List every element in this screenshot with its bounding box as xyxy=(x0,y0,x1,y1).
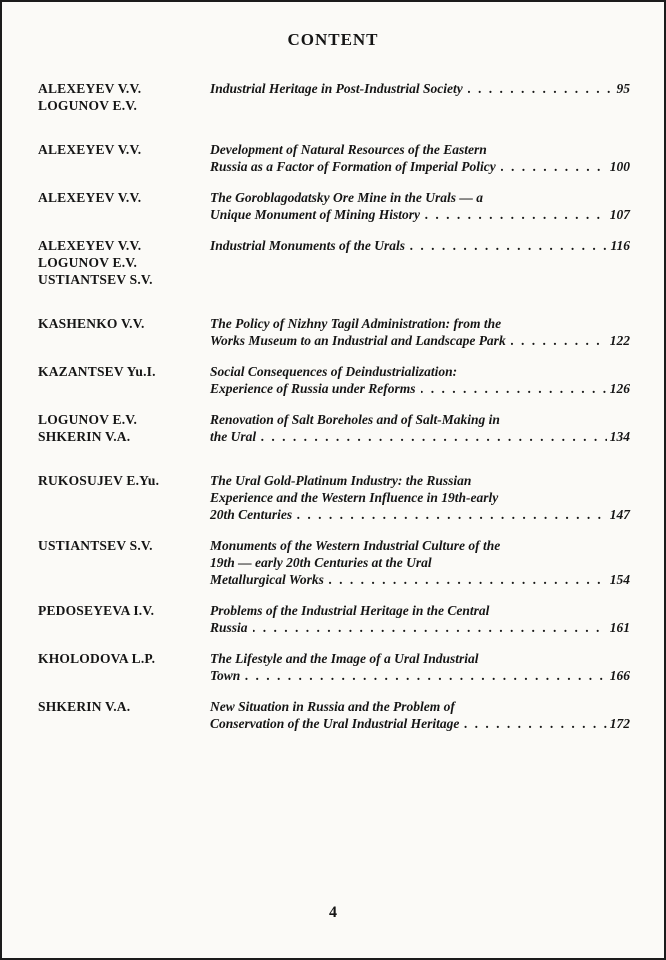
entry-page-number: 126 xyxy=(609,381,630,396)
toc-entry xyxy=(38,472,630,523)
title-line: Social Consequences of Deindustrialization: xyxy=(210,364,458,379)
entry-page-number: 161 xyxy=(609,620,630,635)
title-line: Development of Natural Resources of the Eastern xyxy=(210,142,487,157)
entry-page-number: 95 xyxy=(616,81,630,96)
entry-authors xyxy=(38,537,210,554)
author-name: ALEXEYEV V.V. xyxy=(38,81,142,96)
entry-page-number: 122 xyxy=(609,333,630,348)
toc-entry xyxy=(38,698,630,732)
title-last-line xyxy=(210,80,630,97)
dot-leader xyxy=(464,715,606,732)
title-line: New Situation in Russia and the Problem of xyxy=(210,699,455,714)
entry-page-number: 100 xyxy=(609,159,630,174)
title-line: 19th — early 20th Centuries at the Ural xyxy=(210,555,432,570)
title-last-line xyxy=(210,380,630,397)
title-last-line xyxy=(210,158,630,175)
dot-leader xyxy=(410,237,607,254)
title-line: Renovation of Salt Boreholes and of Salt-Making in xyxy=(210,412,500,427)
entry-page-number: 172 xyxy=(609,716,630,731)
entry-page-number: 107 xyxy=(609,207,630,222)
entry-authors xyxy=(38,650,210,667)
entry-title xyxy=(210,237,630,254)
entry-authors xyxy=(38,363,210,380)
entry-title xyxy=(210,80,630,97)
author-name: ALEXEYEV V.V. xyxy=(38,142,142,157)
toc-entry xyxy=(38,537,630,588)
entry-authors xyxy=(38,189,210,206)
toc-entry xyxy=(38,650,630,684)
dot-leader xyxy=(501,158,607,175)
page-title: CONTENT xyxy=(287,30,379,49)
dot-leader xyxy=(297,506,607,523)
footer-page-number: 4 xyxy=(329,904,337,921)
toc-entry xyxy=(38,363,630,397)
title-last-line xyxy=(210,428,630,445)
title-line: Industrial Monuments of the Urals xyxy=(210,238,406,253)
entry-authors xyxy=(38,141,210,158)
author-name: KASHENKO V.V. xyxy=(38,316,145,331)
author-name: USTIANTSEV S.V. xyxy=(38,272,153,287)
entry-title xyxy=(210,363,630,397)
dot-leader xyxy=(425,206,607,223)
title-last-line xyxy=(210,506,630,523)
dot-leader xyxy=(261,428,607,445)
title-line: Works Museum to an Industrial and Landscape Park xyxy=(210,333,506,348)
entry-page-number: 147 xyxy=(609,507,630,522)
author-name: PEDOSEYEVA I.V. xyxy=(38,603,155,618)
entry-title xyxy=(210,650,630,684)
entry-authors xyxy=(38,315,210,332)
entry-title xyxy=(210,602,630,636)
title-last-line xyxy=(210,619,630,636)
entry-page-number: 134 xyxy=(609,429,630,444)
toc-entry xyxy=(38,189,630,223)
toc-entry xyxy=(38,411,630,445)
author-name: LOGUNOV E.V. xyxy=(38,255,138,270)
entry-page-number: 166 xyxy=(609,668,630,683)
dot-leader xyxy=(511,332,607,349)
entry-authors xyxy=(38,472,210,489)
title-line: Metallurgical Works xyxy=(210,572,324,587)
table-of-contents xyxy=(2,80,664,732)
title-line: Experience and the Western Influence in 19th-early xyxy=(210,490,499,505)
entry-authors xyxy=(38,698,210,715)
title-line: Russia as a Factor of Formation of Imperial Policy xyxy=(210,159,496,174)
title-last-line xyxy=(210,237,630,254)
entry-title xyxy=(210,537,630,588)
title-line: The Lifestyle and the Image of a Ural Industrial xyxy=(210,651,479,666)
title-line: The Ural Gold-Platinum Industry: the Russian xyxy=(210,473,472,488)
entry-authors xyxy=(38,237,210,288)
title-line: Conservation of the Ural Industrial Heritage xyxy=(210,716,460,731)
author-name: LOGUNOV E.V. xyxy=(38,412,138,427)
dot-leader xyxy=(253,619,607,636)
author-name: KAZANTSEV Yu.I. xyxy=(38,364,156,379)
toc-entry xyxy=(38,315,630,349)
title-line: Russia xyxy=(210,620,248,635)
title-line: Industrial Heritage in Post-Industrial Society xyxy=(210,81,463,96)
title-line: The Policy of Nizhny Tagil Administration: from the xyxy=(210,316,502,331)
title-line: Experience of Russia under Reforms xyxy=(210,381,416,396)
entry-page-number: 154 xyxy=(609,572,630,587)
title-line: Town xyxy=(210,668,241,683)
toc-entry xyxy=(38,602,630,636)
title-line: the Ural xyxy=(210,429,257,444)
entry-title xyxy=(210,472,630,523)
author-name: SHKERIN V.A. xyxy=(38,699,131,714)
author-name: ALEXEYEV V.V. xyxy=(38,238,142,253)
author-name: ALEXEYEV V.V. xyxy=(38,190,142,205)
dot-leader xyxy=(421,380,607,397)
title-last-line xyxy=(210,715,630,732)
author-name: USTIANTSEV S.V. xyxy=(38,538,153,553)
title-line: Monuments of the Western Industrial Culture of the xyxy=(210,538,501,553)
title-last-line xyxy=(210,667,630,684)
entry-authors xyxy=(38,411,210,445)
dot-leader xyxy=(329,571,607,588)
toc-entry xyxy=(38,237,630,288)
entry-title xyxy=(210,698,630,732)
author-name: LOGUNOV E.V. xyxy=(38,98,138,113)
title-line: Problems of the Industrial Heritage in the Central xyxy=(210,603,490,618)
entry-title xyxy=(210,189,630,223)
title-line: The Goroblagodatsky Ore Mine in the Urals — a xyxy=(210,190,484,205)
toc-entry xyxy=(38,80,630,114)
entry-title xyxy=(210,315,630,349)
title-last-line xyxy=(210,332,630,349)
title-last-line xyxy=(210,206,630,223)
entry-page-number: 116 xyxy=(610,238,630,253)
toc-entry xyxy=(38,141,630,175)
entry-title xyxy=(210,141,630,175)
title-line: 20th Centuries xyxy=(210,507,293,522)
title-line: Unique Monument of Mining History xyxy=(210,207,421,222)
dot-leader xyxy=(245,667,606,684)
author-name: SHKERIN V.A. xyxy=(38,429,131,444)
author-name: RUKOSUJEV E.Yu. xyxy=(38,473,160,488)
dot-leader xyxy=(468,80,614,97)
title-last-line xyxy=(210,571,630,588)
entry-authors xyxy=(38,602,210,619)
entry-title xyxy=(210,411,630,445)
author-name: KHOLODOVA L.P. xyxy=(38,651,156,666)
entry-authors xyxy=(38,80,210,114)
